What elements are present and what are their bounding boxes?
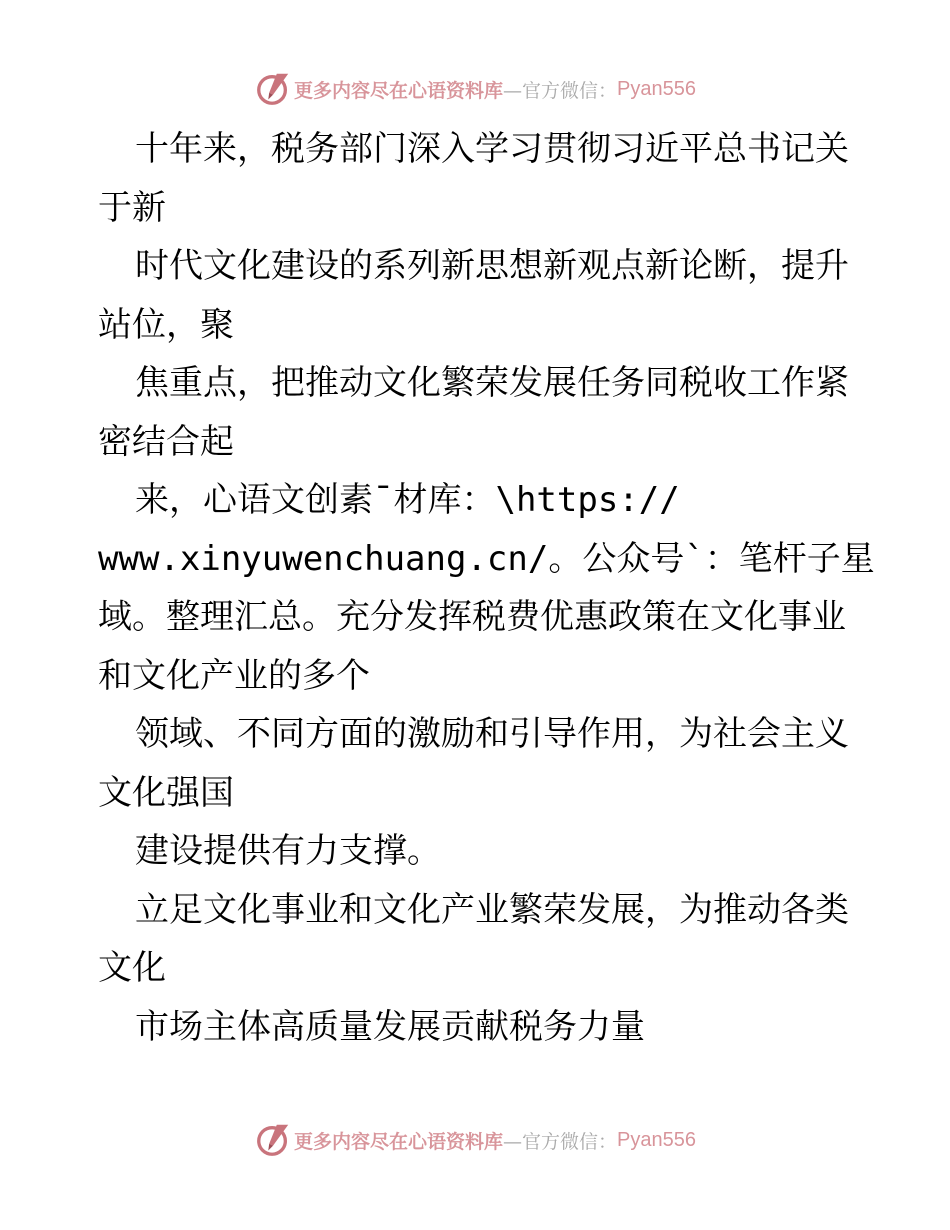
footer-brand-text: 更多内容尽在心语资料库	[294, 1130, 504, 1153]
body-line: 十年来，税务部门深入学习贯彻习近平总书记关	[135, 129, 849, 169]
body-line: 来，心语文创素¯材库：\https://	[135, 480, 680, 520]
body-line: 于新	[98, 187, 166, 228]
body-line: 建设提供有力支撑。	[135, 831, 441, 871]
footer-wechat-id: Pyan556	[617, 1128, 696, 1151]
header-wechat-id: Pyan556	[617, 77, 696, 100]
pen-logo-icon	[254, 1121, 292, 1159]
body-line: 文化强国	[98, 772, 234, 813]
body-line: 焦重点，把推动文化繁荣发展任务同税收工作紧	[135, 363, 849, 403]
body-line: 时代文化建设的系列新思想新观点新论断，提升	[135, 246, 849, 286]
header-brand-text: 更多内容尽在心语资料库	[294, 79, 504, 102]
header-official-text: —官方微信：	[503, 79, 618, 102]
pen-logo-icon	[254, 70, 292, 108]
body-line: 密结合起	[98, 421, 234, 462]
header-watermark-banner	[0, 69, 950, 109]
body-line: 域。整理汇总。充分发挥税费优惠政策在文化事业	[98, 597, 846, 637]
body-line: 市场主体高质量发展贡献税务力量	[135, 1006, 645, 1047]
footer-watermark-banner	[0, 1120, 950, 1160]
body-line: www.xinyuwenchuang.cn/。公众号`：笔杆子星	[98, 538, 875, 579]
body-line: 领域、不同方面的激励和引导作用，为社会主义	[135, 714, 849, 754]
body-line: 和文化产业的多个	[98, 655, 370, 696]
body-line: 站位，聚	[98, 304, 234, 345]
footer-official-text: —官方微信：	[503, 1130, 618, 1153]
body-line: 文化	[98, 948, 166, 988]
body-line: 立足文化事业和文化产业繁荣发展，为推动各类	[135, 889, 849, 930]
document-body	[98, 120, 875, 1056]
